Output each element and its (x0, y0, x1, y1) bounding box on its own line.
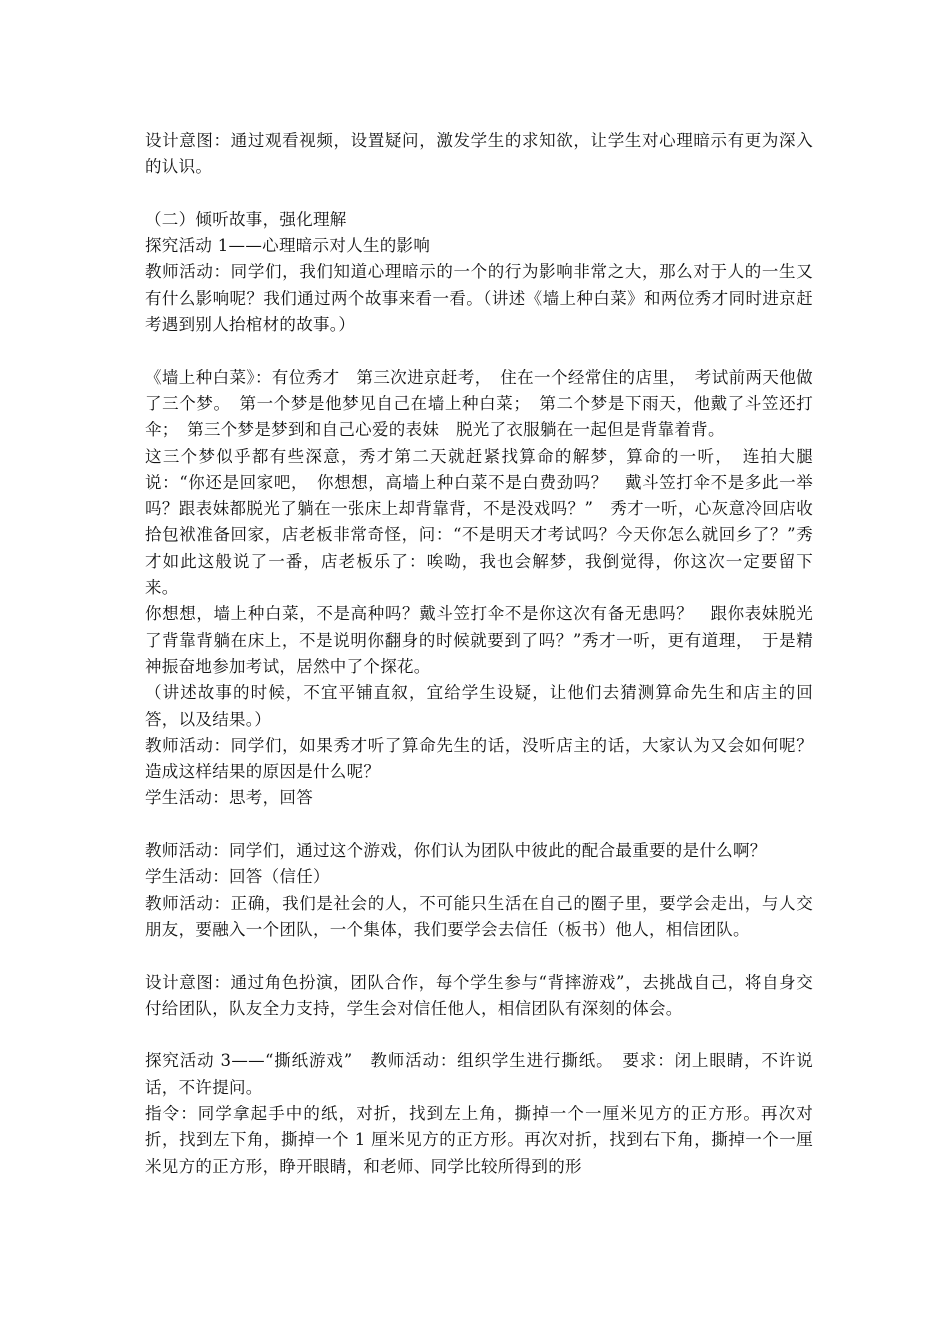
teacher-activity-paragraph: 教师活动：同学们，我们知道心理暗示的一个的行为影响非常之大，那么对于人的一生又有什么影响呢？我们通过两个故事来看一看。（讲述《墙上种白菜》和两位秀才同时进京赶考遇到别人抬棺材的故事。） (145, 262, 813, 335)
story-paragraph: 你想想，墙上种白菜，不是高种吗？戴斗笠打伞不是你这次有备无患吗？ 跟你表妹脱光了背靠背躺在床上，不是说明你翻身的时候就要到了吗？”秀才一听，更有道理， 于是精神振奋地参加考试，居然中了个探花。 (145, 604, 813, 676)
design-intent-paragraph: 设计意图：通过角色扮演，团队合作，每个学生参与“背摔游戏”，去挑战自己，将自身交付给团队，队友全力支持，学生会对信任他人，相信团队有深刻的体会。 (145, 972, 813, 1018)
story-paragraph: 这三个梦似乎都有些深意，秀才第二天就赶紧找算命的解梦，算命的一听， 连拍大腿说：“你还是回家吧， 你想想，高墙上种白菜不是白费劲吗？ 戴斗笠打伞不是多此一举吗？跟表妹都脱光了躺在一张床上却背靠背，不是没戏吗？” 秀才一听，心灰意冷回店收拾包袱准备回家，店老板非常奇怪，问：“不是明天才考试吗？今天你怎么就回乡了？”秀才如此这般说了一番，店老板乐了：唉呦，我也会解梦，我倒觉得，你这次一定要留下来。 (145, 446, 813, 598)
blank-line (145, 338, 813, 364)
section-heading: （二）倾听故事，强化理解 (145, 209, 347, 229)
blank-line (145, 943, 813, 969)
blank-line (145, 1022, 813, 1048)
teaching-note-paragraph: （讲述故事的时候，不宜平铺直叙，宜给学生设疑，让他们去猜测算命先生和店主的回答，以及结果。） (145, 683, 813, 729)
blank-line (145, 181, 813, 207)
story-paragraph: 《墙上种白菜》：有位秀才 第三次进京赶考， 住在一个经常住的店里， 考试前两天他做了三个梦。 第一个梦是他梦见自己在墙上种白菜； 第二个梦是下雨天，他戴了斗笠还打伞； 第三个梦是梦到和自己心爱的表妹 脱光了衣服躺在一起但是背靠着背。 (145, 367, 813, 440)
activity-heading: 探究活动 1——心理暗示对人生的影响 (145, 236, 431, 256)
teacher-activity-paragraph: 教师活动：同学们，如果秀才听了算命先生的话，没听店主的话，大家认为又会如何呢？造成这样结果的原因是什么呢？ (145, 735, 813, 782)
teacher-activity-paragraph: 教师活动：正确，我们是社会的人，不可能只生活在自己的圈子里，要学会走出，与人交朋友，要融入一个团队，一个集体，我们要学会去信任（板书）他人，相信团队。 (145, 893, 813, 939)
document-body (145, 128, 813, 1180)
blank-line (145, 812, 813, 838)
instruction-paragraph: 指令：同学拿起手中的纸，对折，找到左上角，撕掉一个一厘米见方的正方形。再次对折，找到左下角，撕掉一个 1 厘米见方的正方形。再次对折，找到右下角，撕掉一个一厘米见方的正方形，睁开眼睛，和老师、同学比较所得到的形 (145, 1103, 813, 1176)
teacher-activity-paragraph: 教师活动：同学们，通过这个游戏，你们认为团队中彼此的配合最重要的是什么啊？ (145, 841, 767, 861)
student-activity-paragraph: 学生活动：回答（信任） (145, 867, 330, 887)
activity-heading: 探究活动 3——“撕纸游戏” 教师活动：组织学生进行撕纸。 要求：闭上眼睛，不许说话，不许提问。 (145, 1051, 813, 1097)
design-intent-paragraph: 设计意图：通过观看视频，设置疑问，激发学生的求知欲，让学生对心理暗示有更为深入的认识。 (145, 131, 813, 177)
student-activity-paragraph: 学生活动：思考，回答 (145, 788, 313, 808)
